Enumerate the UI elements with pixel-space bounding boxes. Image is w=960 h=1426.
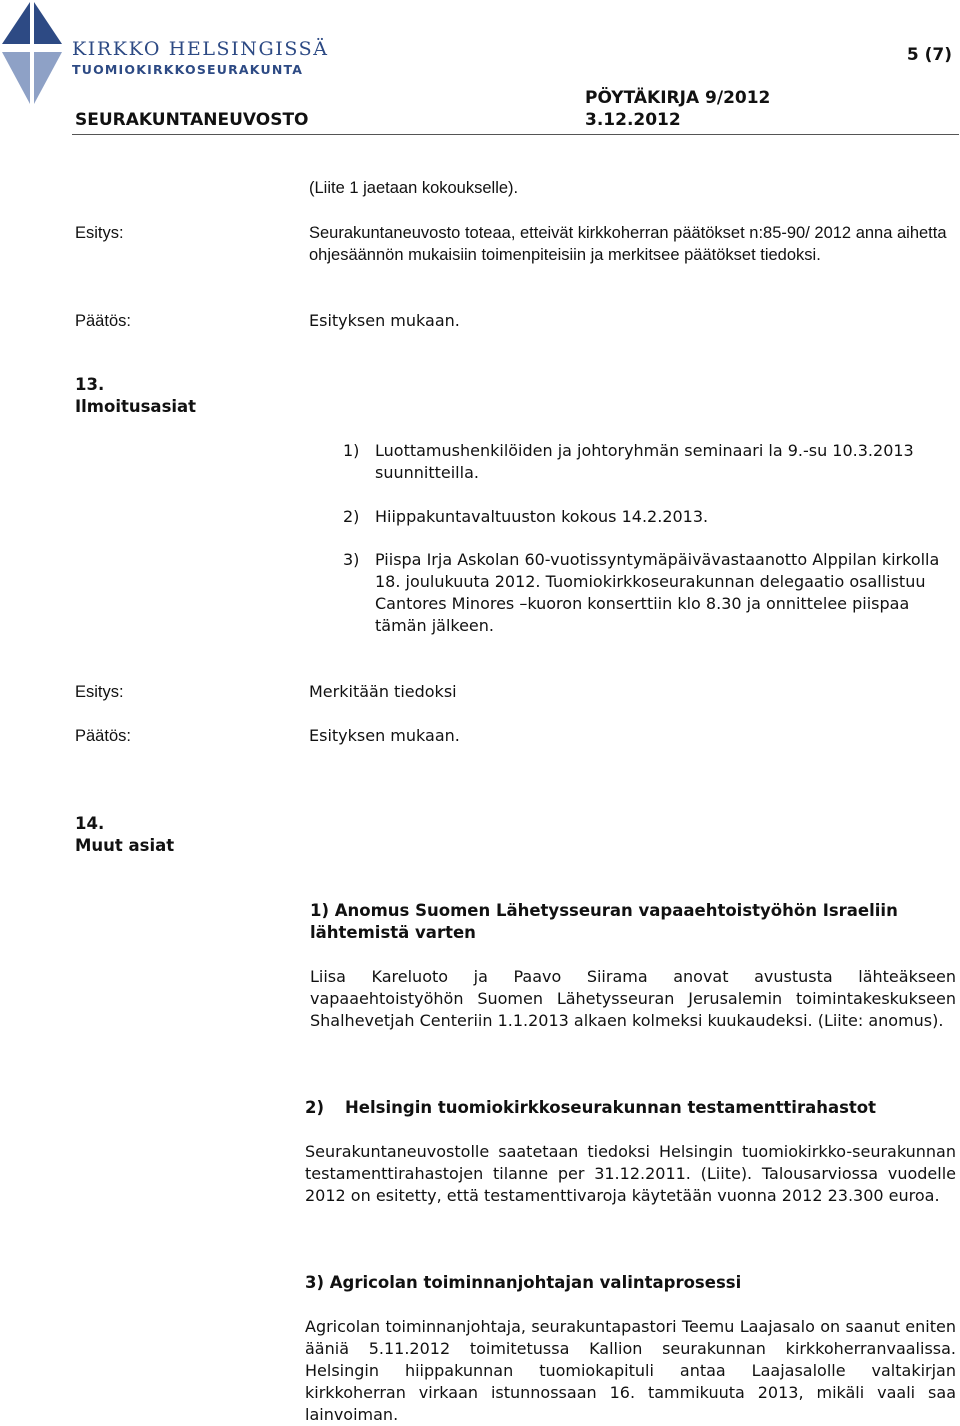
list-item: [343, 506, 948, 528]
council-name: SEURAKUNTANEUVOSTO: [75, 110, 309, 130]
section-title: Ilmoitusasiat: [75, 397, 197, 416]
section-number: 14.: [75, 814, 105, 833]
list-item-text: Piispa Irja Askolan 60-vuotissyntymäpäivävastaanotto Alppilan kirkolla 18. joulukuuta 2012. Tuomiokirkkoseurakunnan delegaatio osallistuu Cantores Minores –kuoron konserttiin klo 8.30 ja onnittelee piispaa tämän jälkeen.: [375, 550, 940, 635]
section-number: 13.: [75, 375, 105, 394]
document-type: PÖYTÄKIRJA 9/2012: [585, 88, 771, 108]
subsection-body: Seurakuntaneuvostolle saatetaan tiedoksi Helsingin tuomiokirkko-seurakunnan testamenttirahastojen tilanne per 31.12.2011. (Liite). Talousarviossa vuodelle 2012 on esitetty, että testamenttivaroja käytetään vuonna 2012 23.300 euroa.: [305, 1142, 956, 1205]
proposal-label: Esitys:: [75, 683, 124, 701]
proposal-text: Merkitään tiedoksi: [309, 682, 457, 701]
organization-name: KIRKKO HELSINGISSÄ: [72, 38, 329, 60]
attachment-note: (Liite 1 jaetaan kokoukselle).: [309, 179, 519, 197]
list-item: [343, 549, 948, 637]
list-item-text: Hiippakuntavaltuuston kokous 14.2.2013.: [375, 507, 709, 526]
decision-text: Esityksen mukaan.: [309, 311, 460, 330]
subsection-heading: 3) Agricolan toiminnanjohtajan valintaprosessi: [305, 1273, 742, 1292]
meeting-date: 3.12.2012: [585, 110, 681, 130]
decision-label: Päätös:: [75, 312, 131, 330]
subsection-heading-number: 2): [305, 1098, 325, 1117]
subsection-body: Liisa Kareluoto ja Paavo Siirama anovat avustusta lähteäkseen vapaaehtoistyöhön Suomen Lähetysseuran Jerusalemin toimintakeskukseen Shalhevetjah Centeriin 1.1.2013 alkaen kolmeksi kuukaudeksi. (Liite: anomus).: [310, 967, 956, 1030]
proposal-label: Esitys:: [75, 224, 124, 242]
subsection-heading-text: Helsingin tuomiokirkkoseurakunnan testamenttirahastot: [345, 1098, 877, 1117]
subsection-heading: 1) Anomus Suomen Lähetysseuran vapaaehtoistyöhön Israeliin lähtemistä varten: [310, 901, 898, 942]
subsection-body: Agricolan toiminnanjohtaja, seurakuntapastori Teemu Laajasalo on saanut eniten ääniä 5.11.2012 toimitetussa Kallion seurakunnan kirkkoherranvaalissa. Helsingin hiippakunnan tuomiokapituli antaa Laajasalolle valtakirjan kirkkoherran virkaan istunnossaan 16. tammikuuta 2013, mikäli vaali saa lainvoiman.: [305, 1317, 956, 1424]
list-item-number: 1): [343, 441, 360, 460]
parish-name: TUOMIOKIRKKOSEURAKUNTA: [72, 62, 304, 77]
church-cross-logo-icon: [0, 0, 66, 106]
list-item-number: 3): [343, 550, 360, 569]
list-item-text: Luottamushenkilöiden ja johtoryhmän seminaari la 9.-su 10.3.2013 suunnitteilla.: [375, 441, 914, 482]
list-item: [343, 440, 948, 484]
subsection-heading: [305, 1097, 876, 1119]
decision-label: Päätös:: [75, 727, 131, 745]
proposal-text: Seurakuntaneuvosto toteaa, etteivät kirkkoherran päätökset n:85-90/ 2012 anna aihetta ohjesäännön mukaisiin toimenpiteisiin ja merkitsee päätökset tiedoksi.: [309, 224, 947, 264]
header-divider: [72, 134, 959, 135]
decision-text: Esityksen mukaan.: [309, 726, 460, 745]
page-number: 5 (7): [906, 45, 952, 65]
section-title: Muut asiat: [75, 836, 175, 855]
list-item-number: 2): [343, 507, 360, 526]
